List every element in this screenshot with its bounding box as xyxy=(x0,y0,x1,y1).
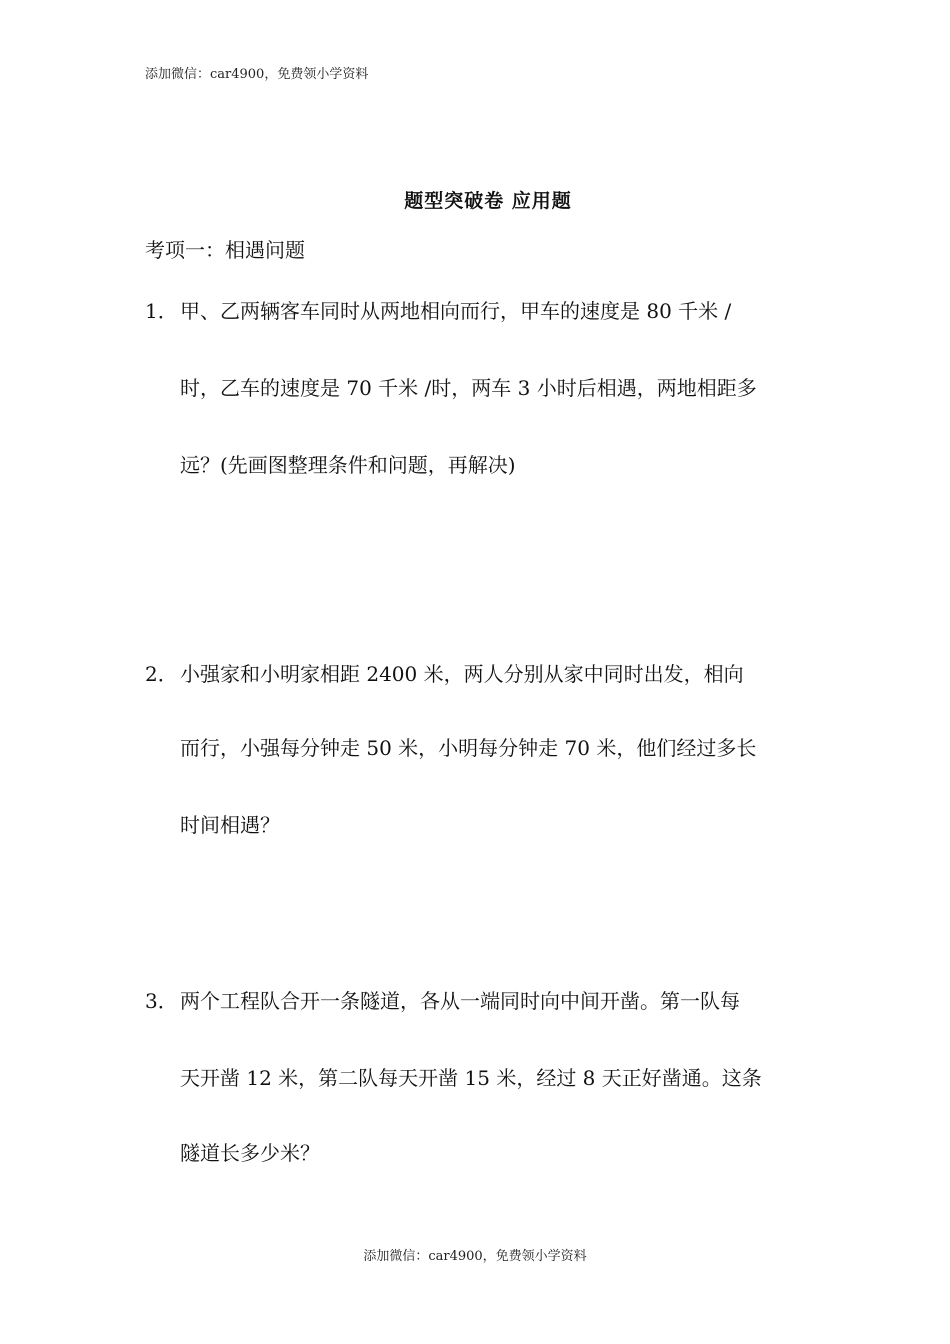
question-line: 天开凿 12 米，第二队每天开凿 15 米，经过 8 天正好凿通。这条 xyxy=(180,1066,762,1090)
question-line: 远？(先画图整理条件和问题，再解决) xyxy=(180,453,516,477)
header-watermark-note: 添加微信：car4900，免费领小学资料 xyxy=(145,67,369,82)
page-title: 题型突破卷 应用题 xyxy=(404,190,572,212)
question-line: 时间相遇？ xyxy=(180,813,280,837)
question-number: 1． xyxy=(145,299,178,323)
footer-watermark-note: 添加微信：car4900，免费领小学资料 xyxy=(363,1249,587,1264)
question-number: 3． xyxy=(145,989,178,1013)
section-heading: 考项一：相遇问题 xyxy=(145,238,305,262)
question-line: 隧道长多少米？ xyxy=(180,1141,320,1165)
question-line: 甲、乙两辆客车同时从两地相向而行，甲车的速度是 80 千米 / xyxy=(180,299,732,323)
question-line: 时，乙车的速度是 70 千米 /时，两车 3 小时后相遇，两地相距多 xyxy=(180,376,757,400)
question-number: 2． xyxy=(145,662,178,686)
question-line: 小强家和小明家相距 2400 米，两人分别从家中同时出发，相向 xyxy=(180,662,744,686)
question-line: 而行，小强每分钟走 50 米，小明每分钟走 70 米，他们经过多长 xyxy=(180,736,757,760)
question-line: 两个工程队合开一条隧道，各从一端同时向中间开凿。第一队每 xyxy=(180,989,740,1013)
